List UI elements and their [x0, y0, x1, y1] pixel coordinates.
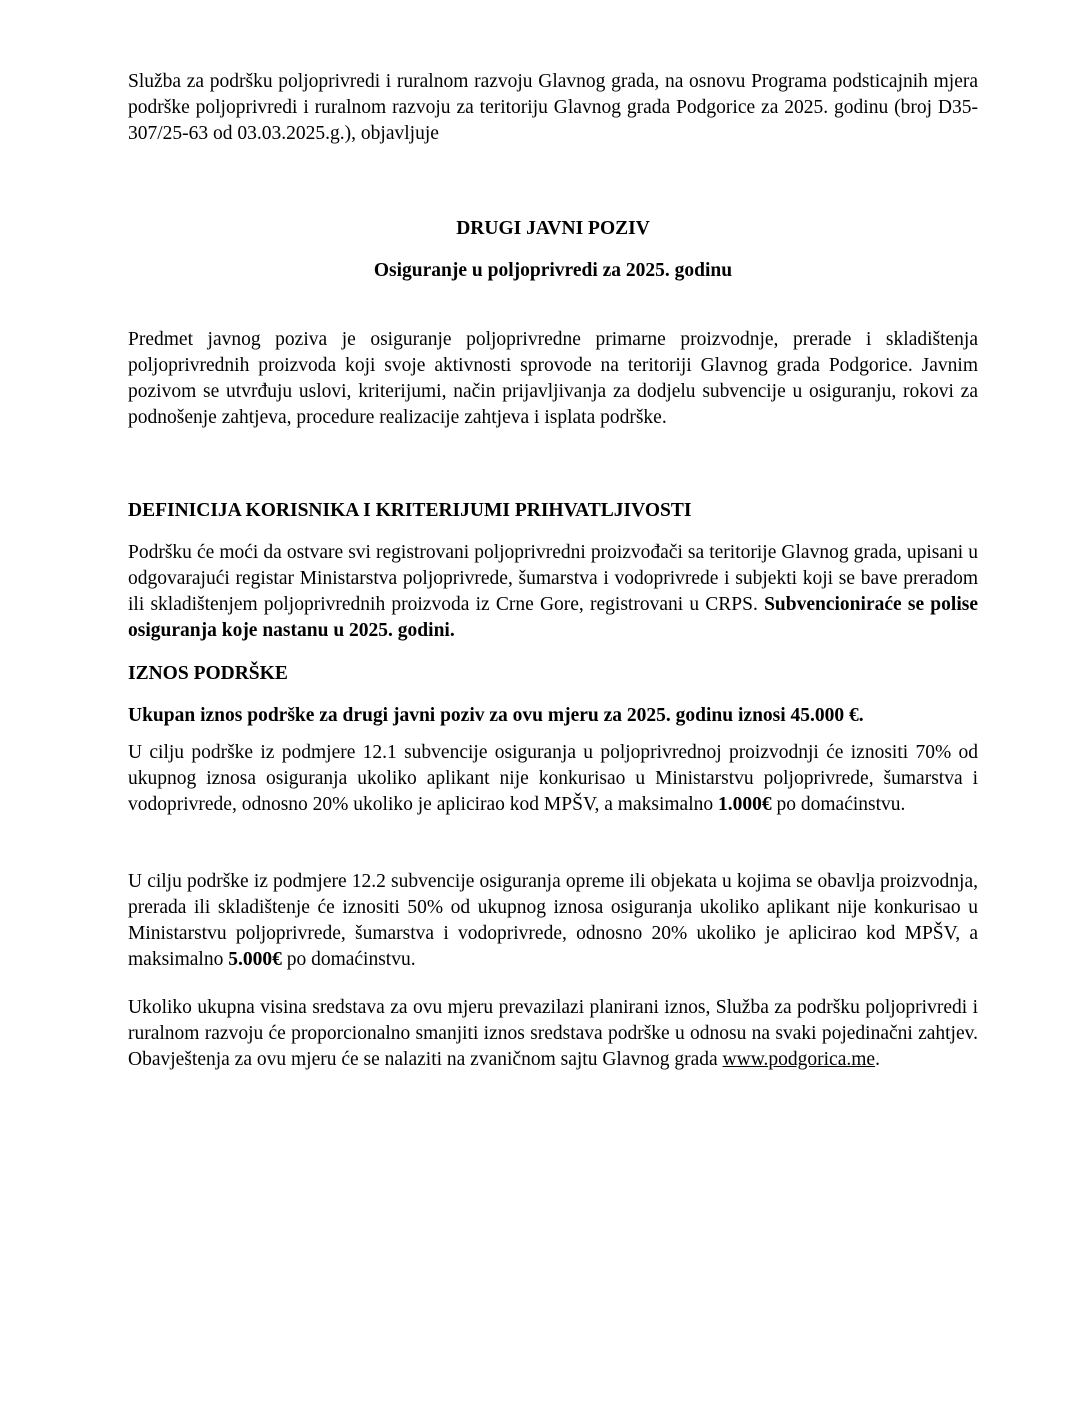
proportional-reduction-paragraph	[128, 995, 978, 1073]
eligibility-bold-note: Subvencioniraće se polise osiguranja koje nastanu u 2025. godini.	[128, 594, 978, 641]
website-link[interactable]: www.podgorica.me	[722, 1049, 876, 1070]
text: po domaćinstvu.	[281, 949, 416, 970]
max-amount-12-1: 1.000€	[718, 794, 772, 815]
measure-12-1-paragraph	[128, 740, 978, 818]
subject-paragraph: Predmet javnog poziva je osiguranje poljoprivredne primarne proizvodnje, prerade i skladištenja poljoprivrednih proizvoda koji svoje aktivnosti sprovode na teritoriji Glavnog grada Podgorice. Javnim pozivom se utvrđuju uslovi, kriterijumi, način prijavljivanja za dodjelu subvencije u osiguranju, rokovi za podnošenje zahtjeva, procedure realizacije zahtjeva i isplata podrške.	[128, 329, 978, 428]
eligibility-text: Podršku će moći da ostvare svi registrovani poljoprivredni proizvođači sa teritorije Glavnog grada, upisani u odgovarajući registar Ministarstva poljoprivrede, šumarstva i vodoprivrede i subjekti koji se bave preradom ili skladištenjem poljoprivrednih proizvoda iz Crne Gore, registrovani u CRPS.	[128, 542, 978, 615]
intro-paragraph: Služba za podršku poljoprivredi i ruralnom razvoju Glavnog grada, na osnovu Programa podsticajnih mjera podrške poljoprivredi i ruralnom razvoju za teritoriju Glavnog grada Podgorice za 2025. godinu (broj D35-307/25-63 od 03.03.2025.g.), objavljuje	[128, 71, 978, 144]
text: .	[875, 1049, 880, 1070]
text: po domaćinstvu.	[771, 794, 906, 815]
measure-12-2-paragraph	[128, 869, 978, 973]
section-heading-eligibility: DEFINICIJA KORISNIKA I KRITERIJUMI PRIHVATLJIVOSTI	[128, 500, 692, 521]
document-subtitle: Osiguranje u poljoprivredi za 2025. godinu	[373, 260, 733, 281]
section-heading-amount: IZNOS PODRŠKE	[128, 663, 288, 684]
eligibility-paragraph	[128, 540, 978, 644]
max-amount-12-2: 5.000€	[228, 949, 282, 970]
text: U cilju podrške iz podmjere 12.1 subvencije osiguranja u poljoprivrednoj proizvodnji će iznositi 70% od ukupnog iznosa osiguranja ukoliko aplikant nije konkurisao u Ministarstvu poljoprivrede, šumarstva i vodoprivrede, odnosno 20% ukoliko je aplicirao kod MPŠV, a maksimalno	[128, 742, 978, 815]
total-amount: Ukupan iznos podrške za drugi javni poziv za ovu mjeru za 2025. godinu iznosi 45.000 €.	[128, 705, 864, 726]
document-title: DRUGI JAVNI POZIV	[456, 218, 650, 239]
text: U cilju podrške iz podmjere 12.2 subvencije osiguranja opreme ili objekata u kojima se obavlja proizvodnja, prerada ili skladištenje će iznositi 50% od ukupnog iznosa osiguranja ukoliko aplikant nije konkurisao u Ministarstvu poljoprivrede, šumarstva i vodoprivrede, odnosno 20% ukoliko je aplicirao kod MPŠV, a maksimalno	[128, 871, 978, 970]
text: Ukoliko ukupna visina sredstava za ovu mjeru prevazilazi planirani iznos, Služba za podršku poljoprivredi i ruralnom razvoju će proporcionalno smanjiti iznos sredstava podrške u odnosu na svaki pojedinačni zahtjev. Obavještenja za ovu mjeru će se nalaziti na zvaničnom sajtu Glavnog grada	[128, 997, 978, 1070]
